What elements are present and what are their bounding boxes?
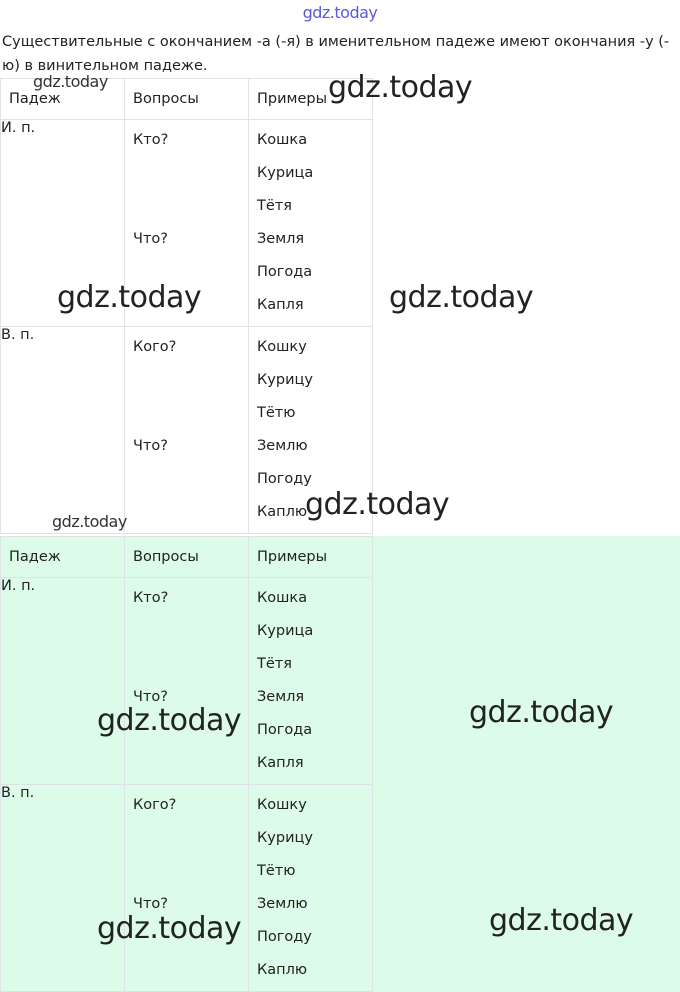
example-word: Каплю: [257, 504, 308, 520]
example-word: Тётя: [257, 198, 292, 214]
example-word: Тётю: [257, 863, 296, 879]
question-who: Кто?: [133, 132, 169, 148]
case-accusative: В. п.: [1, 327, 125, 534]
example-word: Погоду: [257, 929, 312, 945]
example-word: Земля: [257, 231, 305, 247]
example-word: Тётю: [257, 405, 296, 421]
header-questions: Вопросы: [125, 79, 249, 120]
example-word: Тётя: [257, 656, 292, 672]
header-case: Падеж: [1, 537, 125, 578]
question-what: Что?: [133, 231, 168, 247]
table-row-nominative: [1, 578, 373, 785]
header-examples: Примеры: [249, 79, 373, 120]
top-watermark: gdz.today: [302, 3, 378, 22]
example-word: Погода: [257, 722, 313, 738]
example-word: Курицу: [257, 830, 313, 846]
example-word: Кошка: [257, 590, 308, 606]
case-nominative: И. п.: [1, 120, 125, 327]
example-word: Земля: [257, 689, 305, 705]
example-word: Курицу: [257, 372, 313, 388]
example-word: Капля: [257, 755, 304, 771]
watermark: gdz.today: [57, 280, 202, 315]
watermark: gdz.today: [97, 703, 242, 738]
question-who: Кто?: [133, 590, 169, 606]
questions-accusative: [125, 785, 249, 992]
example-word: Погоду: [257, 471, 312, 487]
watermark: gdz.today: [389, 280, 534, 315]
example-word: Каплю: [257, 962, 308, 978]
watermark: gdz.today: [489, 903, 634, 938]
question-whom: Кого?: [133, 339, 177, 355]
header-questions: Вопросы: [125, 537, 249, 578]
header-case: Падеж: [1, 79, 125, 120]
watermark: gdz.today: [305, 487, 450, 522]
watermark: gdz.today: [33, 72, 108, 91]
table-row-accusative: [1, 785, 373, 992]
example-word: Землю: [257, 896, 308, 912]
question-what: Что?: [133, 896, 168, 912]
header-examples: Примеры: [249, 537, 373, 578]
watermark: gdz.today: [328, 70, 473, 105]
example-word: Кошку: [257, 339, 307, 355]
watermark: gdz.today: [469, 695, 614, 730]
question-what: Что?: [133, 689, 168, 705]
example-word: Погода: [257, 264, 313, 280]
questions-nominative: [125, 578, 249, 785]
examples-accusative: [249, 785, 373, 992]
questions-accusative: [125, 327, 249, 534]
watermark: gdz.today: [97, 911, 242, 946]
question-what: Что?: [133, 438, 168, 454]
example-word: Кошка: [257, 132, 308, 148]
examples-nominative: [249, 120, 373, 327]
case-accusative: В. п.: [1, 785, 125, 992]
intro-paragraph: Существительные с окончанием -а (-я) в именительном падеже имеют окончания -у (-ю) в винительном падеже.: [2, 34, 670, 74]
example-word: Курица: [257, 165, 314, 181]
example-word: Курица: [257, 623, 314, 639]
example-word: Капля: [257, 297, 304, 313]
examples-nominative: [249, 578, 373, 785]
watermark: gdz.today: [52, 512, 127, 531]
case-nominative: И. п.: [1, 578, 125, 785]
example-word: Кошку: [257, 797, 307, 813]
question-whom: Кого?: [133, 797, 177, 813]
table-header-row: [1, 537, 373, 578]
example-word: Землю: [257, 438, 308, 454]
